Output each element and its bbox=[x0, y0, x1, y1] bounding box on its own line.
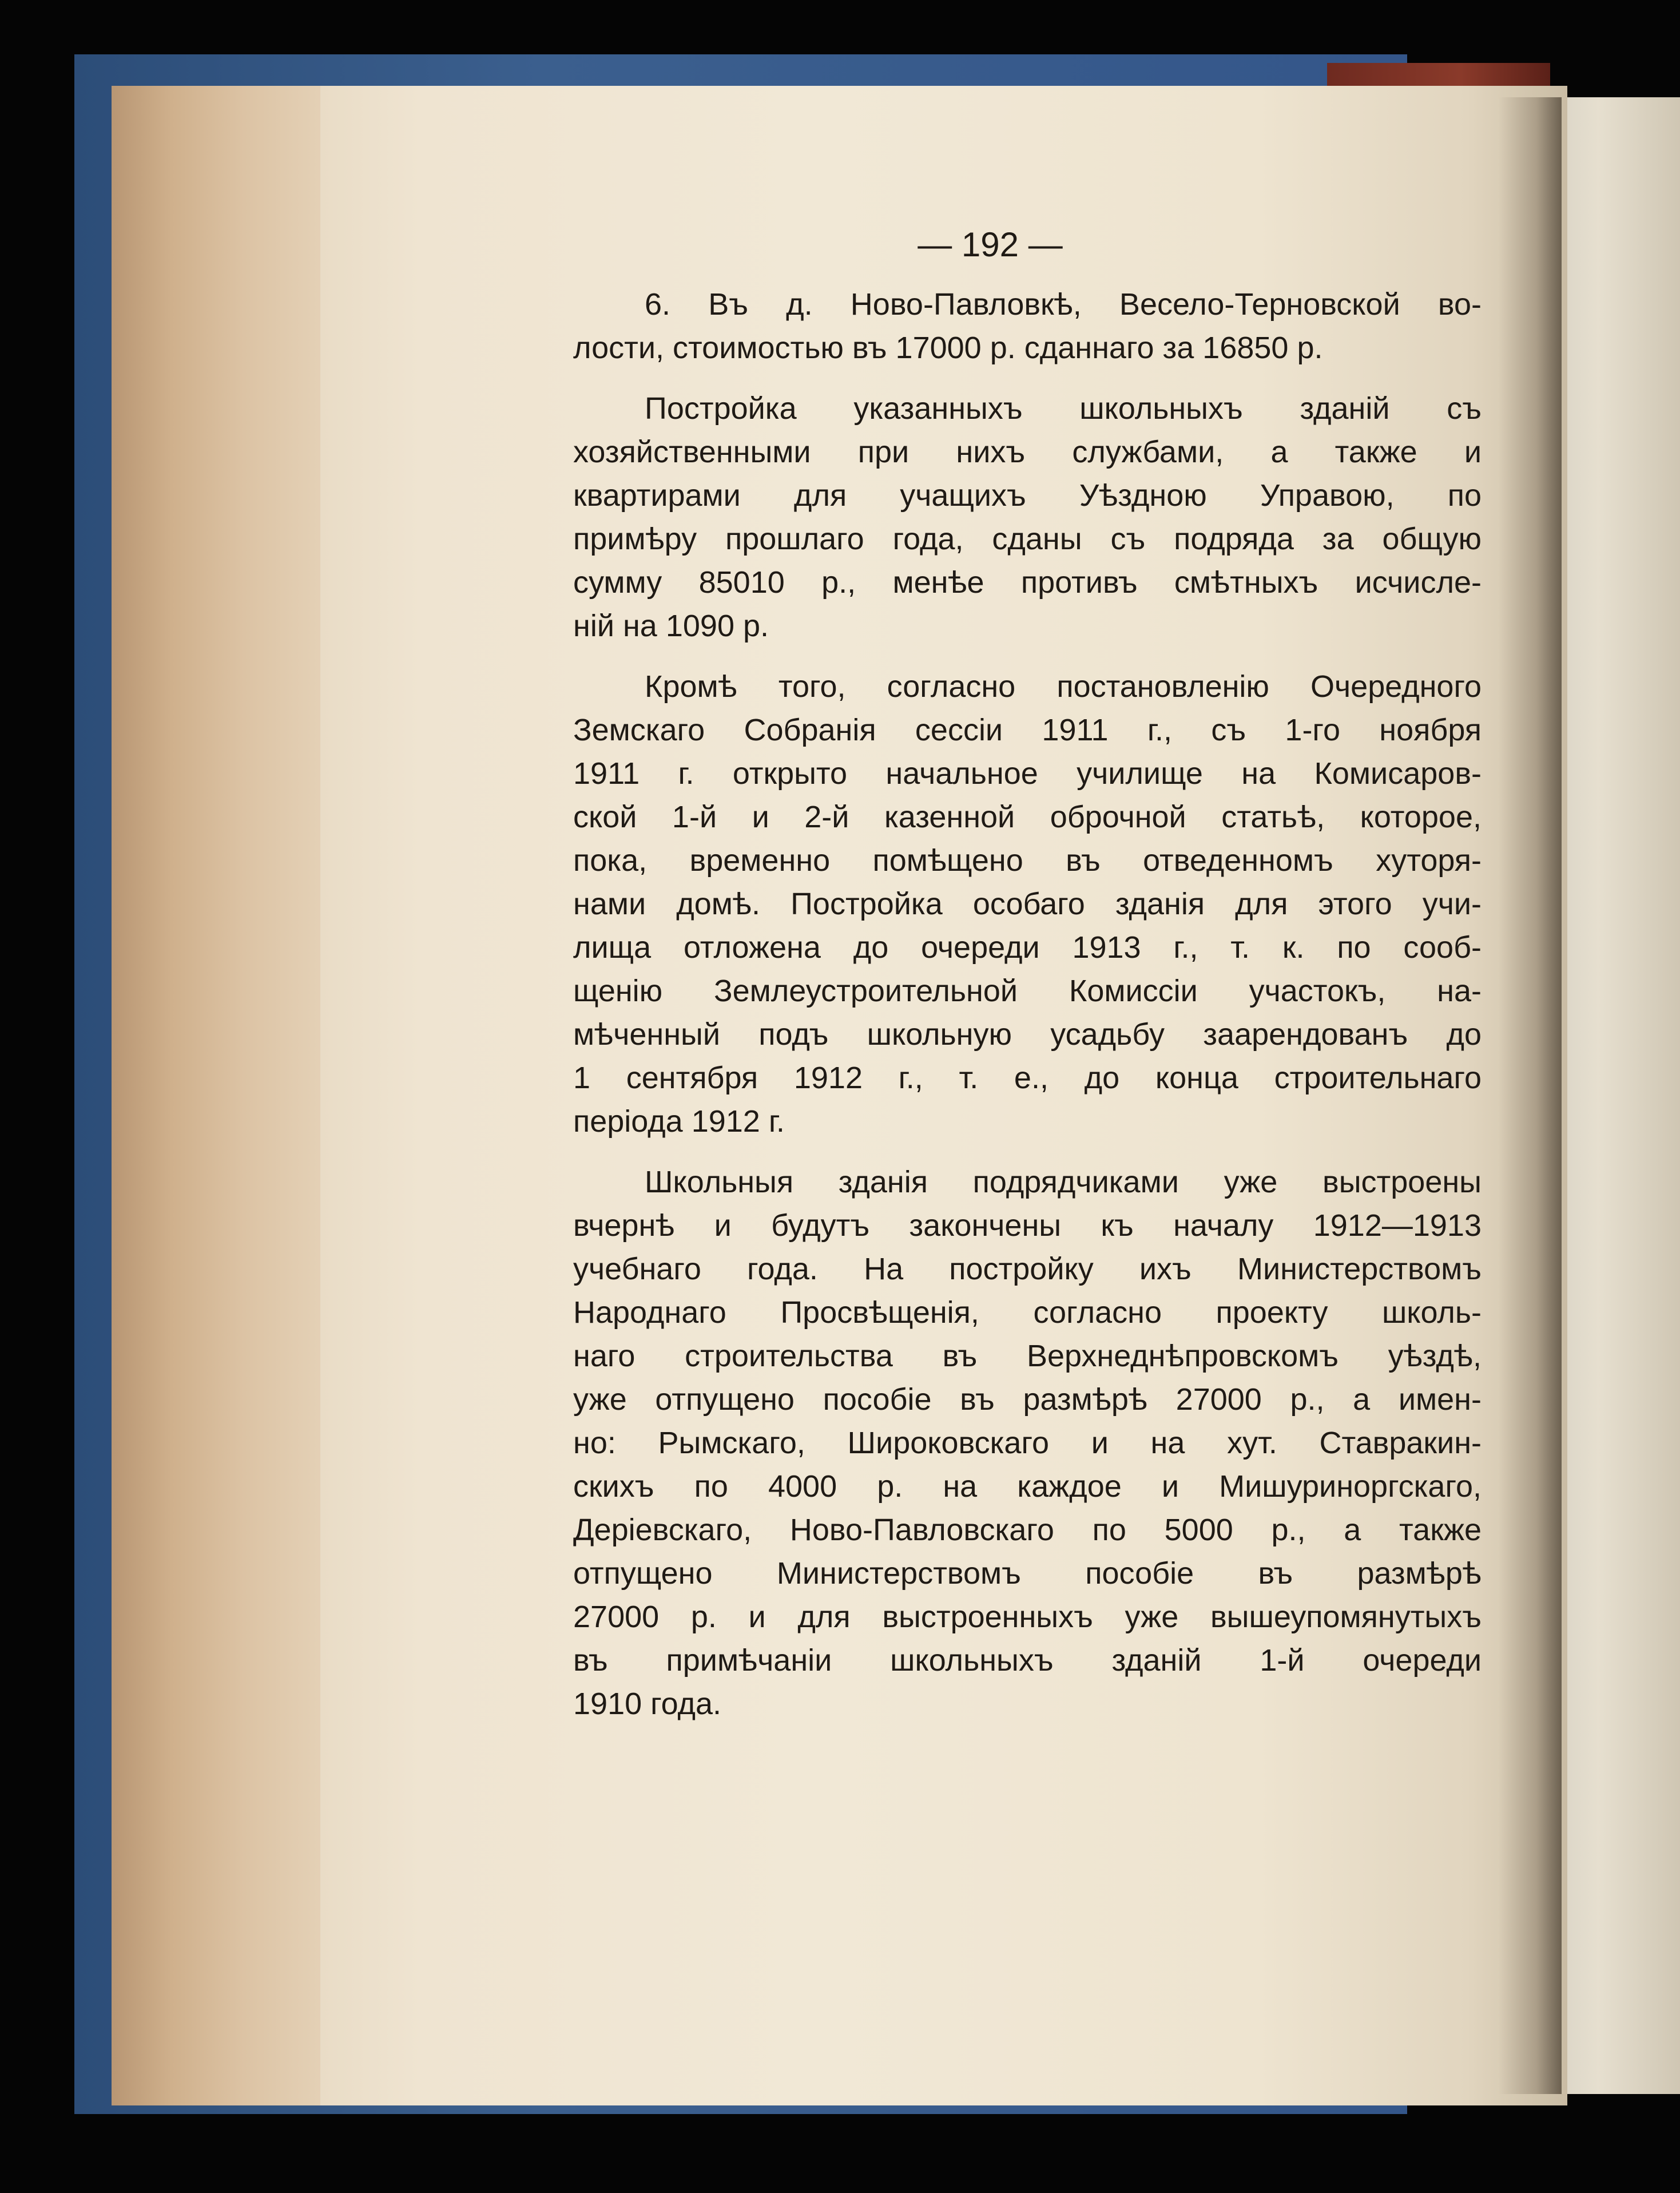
text-line: Школьныя зданія подрядчиками уже выстроены bbox=[645, 1165, 1482, 1199]
text-line: 1 сентября 1912 г., т. е., до конца строительнаго bbox=[573, 1061, 1482, 1095]
text-line: 1911 г. открыто начальное училище на Комисаров- bbox=[573, 756, 1482, 791]
text-line: вчернѣ и будутъ закончены къ началу 1912—1913 bbox=[573, 1208, 1482, 1243]
text-line: пока, временно помѣщено въ отведенномъ хуторя- bbox=[573, 843, 1482, 878]
text-line: Народнаго Просвѣщенія, согласно проекту школь- bbox=[573, 1295, 1482, 1330]
page-gutter-shadow bbox=[1499, 97, 1562, 2094]
page-text bbox=[573, 223, 1482, 1743]
page-number: — 192 — bbox=[918, 225, 1063, 264]
text-line: но: Рымскаго, Широковскаго и на хут. Ставракин- bbox=[573, 1426, 1482, 1460]
text-line: Кромѣ того, согласно постановленію Очередного bbox=[645, 669, 1482, 704]
text-line: мѣченный подъ школьную усадьбу заарендованъ до bbox=[573, 1017, 1482, 1052]
text-line: щенію Землеустроительной Комиссіи участокъ, на- bbox=[573, 974, 1482, 1008]
text-line: наго строительства въ Верхнеднѣпровскомъ уѣздѣ, bbox=[573, 1339, 1482, 1373]
text-line: отпущено Министерствомъ пособіе въ размѣрѣ bbox=[573, 1556, 1482, 1591]
text-line: 27000 р. и для выстроенныхъ уже вышеупомянутыхъ bbox=[573, 1600, 1482, 1634]
text-line: хозяйственными при нихъ службами, а также и bbox=[573, 435, 1482, 469]
text-line: въ примѣчаніи школьныхъ зданій 1-й очереди bbox=[573, 1643, 1482, 1678]
text-line: нами домѣ. Постройка особаго зданія для этого учи- bbox=[573, 887, 1482, 921]
paragraph-2 bbox=[573, 387, 1482, 648]
text-line: уже отпущено пособіе въ размѣрѣ 27000 р., а имен- bbox=[573, 1382, 1482, 1417]
text-line: учебнаго года. На постройку ихъ Министерствомъ bbox=[573, 1252, 1482, 1286]
text-line: періода 1912 г. bbox=[573, 1104, 785, 1139]
text-line: квартирами для учащихъ Уѣздною Управою, по bbox=[573, 478, 1482, 513]
text-line: Земскаго Собранія сессіи 1911 г., съ 1-го ноября bbox=[573, 713, 1482, 747]
page-stack-edges bbox=[112, 86, 352, 2105]
text-line: ній на 1090 р. bbox=[573, 609, 769, 643]
text-line: лости, стоимостью въ 17000 р. сданнаго за 16850 р. bbox=[573, 331, 1323, 365]
text-line: сумму 85010 р., менѣе противъ смѣтныхъ исчисле- bbox=[573, 565, 1482, 600]
text-line: 1910 года. bbox=[573, 1687, 722, 1721]
text-line: Постройка указанныхъ школьныхъ зданій съ bbox=[645, 391, 1482, 426]
text-line: Деріевскаго, Ново-Павловскаго по 5000 р., а также bbox=[573, 1513, 1482, 1547]
paragraph-1 bbox=[573, 283, 1482, 370]
text-line: примѣру прошлаго года, сданы съ подряда за общую bbox=[573, 522, 1482, 556]
text-line: скихъ по 4000 р. на каждое и Мишуриноргскаго, bbox=[573, 1469, 1482, 1504]
paragraph-3 bbox=[573, 665, 1482, 1143]
paragraph-4 bbox=[573, 1160, 1482, 1726]
text-line: 6. Въ д. Ново-Павловкѣ, Весело-Терновской во- bbox=[645, 287, 1482, 322]
text-line: лища отложена до очереди 1913 г., т. к. по сооб- bbox=[573, 930, 1482, 965]
text-line: ской 1-й и 2-й казенной оброчной статьѣ, которое, bbox=[573, 800, 1482, 834]
